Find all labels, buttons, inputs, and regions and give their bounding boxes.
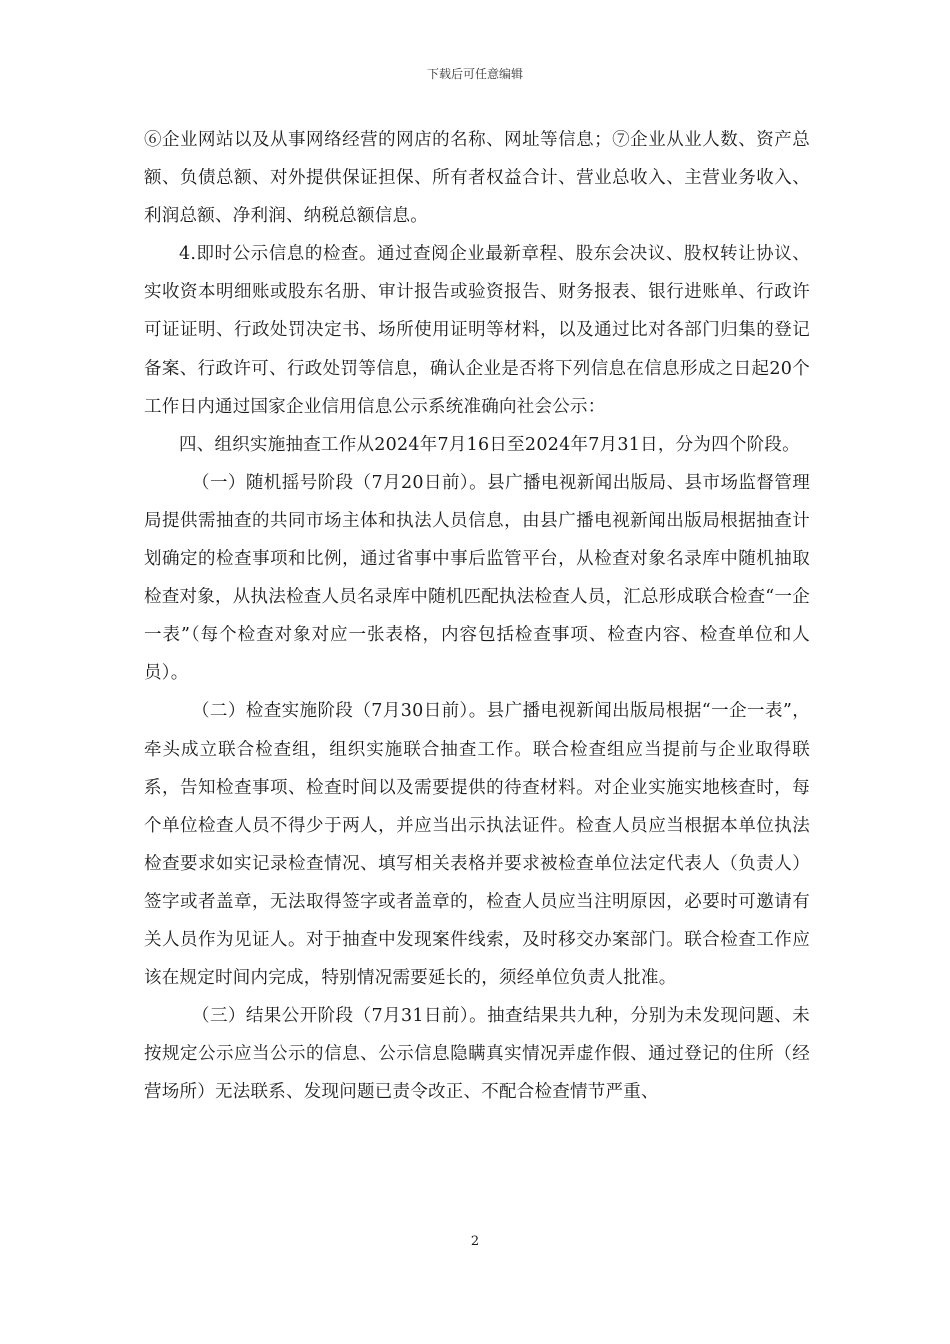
paragraph-section-four: 四、组织实施抽查工作从2024年7月16日至2024年7月31日，分为四个阶段。 <box>179 434 800 455</box>
page-header-note: 下载后可任意编辑 <box>426 67 523 81</box>
paragraph-instant-disclosure-check: 4.即时公示信息的检查。通过查阅企业最新章程、股东会决议、股权转让协议、实收资本明细账或股东名册、审计报告或验资报告、财务报表、银行进账单、行政许可证证明、行政处罚决定书、场所使用证明等材料，以及通过比对各部门归集的登记备案、行政许可、行政处罚等信息，确认企业是否将下列信息在信息形成之日起20个工作日内通过国家企业信用信息公示系统准确向社会公示： <box>144 244 810 417</box>
paragraph-disclosure-items: ⑥企业网站以及从事网络经营的网店的名称、网址等信息；⑦企业从业人数、资产总额、负债总额、对外提供保证担保、所有者权益合计、营业总收入、主营业务收入、利润总额、净利润、纳税总额信息。 <box>144 130 810 227</box>
paragraph-stage-two: （二）检查实施阶段（7月30日前）。县广播电视新闻出版局根据“一企一表”，牵头成立联合检查组，组织实施联合抽查工作。联合检查组应当提前与企业取得联系，告知检查事项、检查时间以及需要提供的待查材料。对企业实施实地核查时，每个单位检查人员不得少于两人，并应当出示执法证件。检查人员应当根据本单位执法检查要求如实记录检查情况、填写相关表格并要求被检查单位法定代表人（负责人）签字或者盖章，无法取得签字或者盖章的，检查人员应当注明原因，必要时可邀请有关人员作为见证人。对于抽查中发现案件线索，及时移交办案部门。联合检查工作应该在规定时间内完成，特别情况需要延长的，须经单位负责人批准。 <box>144 701 810 989</box>
page-number: 2 <box>470 1234 480 1249</box>
document-body <box>144 121 810 1111</box>
paragraph-stage-three: （三）结果公开阶段（7月31日前）。抽查结果共九种，分别为未发现问题、未按规定公示应当公示的信息、公示信息隐瞒真实情况弄虚作假、通过登记的住所（经营场所）无法联系、发现问题已责令改正、不配合检查情节严重、 <box>144 1006 810 1103</box>
paragraph-stage-one: （一）随机摇号阶段（7月20日前）。县广播电视新闻出版局、县市场监督管理局提供需抽查的共同市场主体和执法人员信息，由县广播电视新闻出版局根据抽查计划确定的检查事项和比例，通过省事中事后监管平台，从检查对象名录库中随机抽取检查对象，从执法检查人员名录库中随机匹配执法检查人员，汇总形成联合检查“一企一表”（每个检查对象对应一张表格，内容包括检查事项、检查内容、检查单位和人员）。 <box>144 472 810 684</box>
